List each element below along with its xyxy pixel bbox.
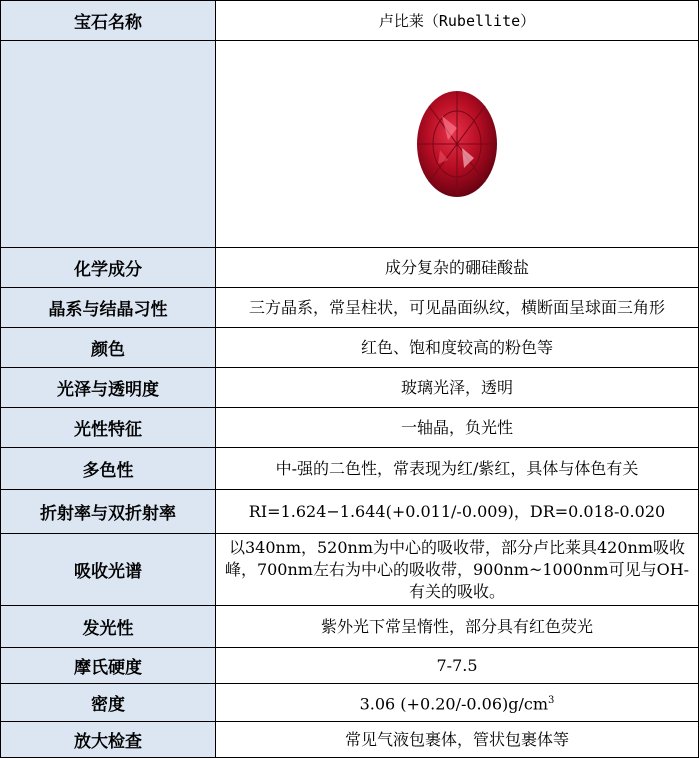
row-value: 三方晶系，常呈柱状，可见晶面纵纹，横断面呈球面三角形: [216, 288, 699, 328]
row-label: 光泽与透明度: [1, 368, 216, 408]
row-value: 7-7.5: [216, 648, 699, 684]
table-row: [1, 448, 699, 490]
table-row: [1, 534, 699, 606]
table-row: [1, 490, 699, 534]
row-value: 中-强的二色性，常表现为红/紫红，具体与体色有关: [216, 448, 699, 490]
row-label: 折射率与双折射率: [1, 490, 216, 534]
table-row: [1, 368, 699, 408]
row-label: 密度: [1, 684, 216, 722]
row-label: 放大检查: [1, 722, 216, 758]
density-superscript: 3: [548, 694, 555, 706]
row-value: 卢比莱（Rubellite）: [216, 1, 699, 41]
table-row: [1, 1, 699, 41]
row-value: 以340nm，520nm为中心的吸收带，部分卢比莱具420nm吸收峰，700nm左右为中心的吸收带，900nm~1000nm可见与OH-有关的吸收。: [216, 534, 699, 606]
row-value: 常见气液包裹体，管状包裹体等: [216, 722, 699, 758]
row-value: 玻璃光泽，透明: [216, 368, 699, 408]
table-row: [1, 606, 699, 648]
gem-image-cell: [216, 41, 699, 248]
row-label: 颜色: [1, 328, 216, 368]
row-label: 化学成分: [1, 248, 216, 288]
table-row: [1, 722, 699, 758]
row-label: 多色性: [1, 448, 216, 490]
table-row: [1, 684, 699, 722]
table-row: [1, 248, 699, 288]
row-value: 红色、饱和度较高的粉色等: [216, 328, 699, 368]
row-value: [216, 684, 699, 722]
row-label-empty: [1, 41, 216, 248]
table-row-image: [1, 41, 699, 248]
table-row: [1, 328, 699, 368]
row-label: 发光性: [1, 606, 216, 648]
table-row: [1, 648, 699, 684]
row-label: 宝石名称: [1, 1, 216, 41]
row-value: 一轴晶，负光性: [216, 408, 699, 448]
row-label: 晶系与结晶习性: [1, 288, 216, 328]
row-value: RI=1.624−1.644(+0.011/-0.009)，DR=0.018-0.020: [216, 490, 699, 534]
row-label: 摩氏硬度: [1, 648, 216, 684]
row-label: 吸收光谱: [1, 534, 216, 606]
density-text: 3.06 (+0.20/-0.06)g/cm: [359, 694, 549, 714]
gem-image-wrap: [220, 88, 694, 200]
table-row: [1, 288, 699, 328]
table-row: [1, 408, 699, 448]
row-label: 光性特征: [1, 408, 216, 448]
rubellite-gemstone-image: [412, 88, 502, 200]
row-value: 成分复杂的硼硅酸盐: [216, 248, 699, 288]
row-value: 紫外光下常呈惰性，部分具有红色荧光: [216, 606, 699, 648]
